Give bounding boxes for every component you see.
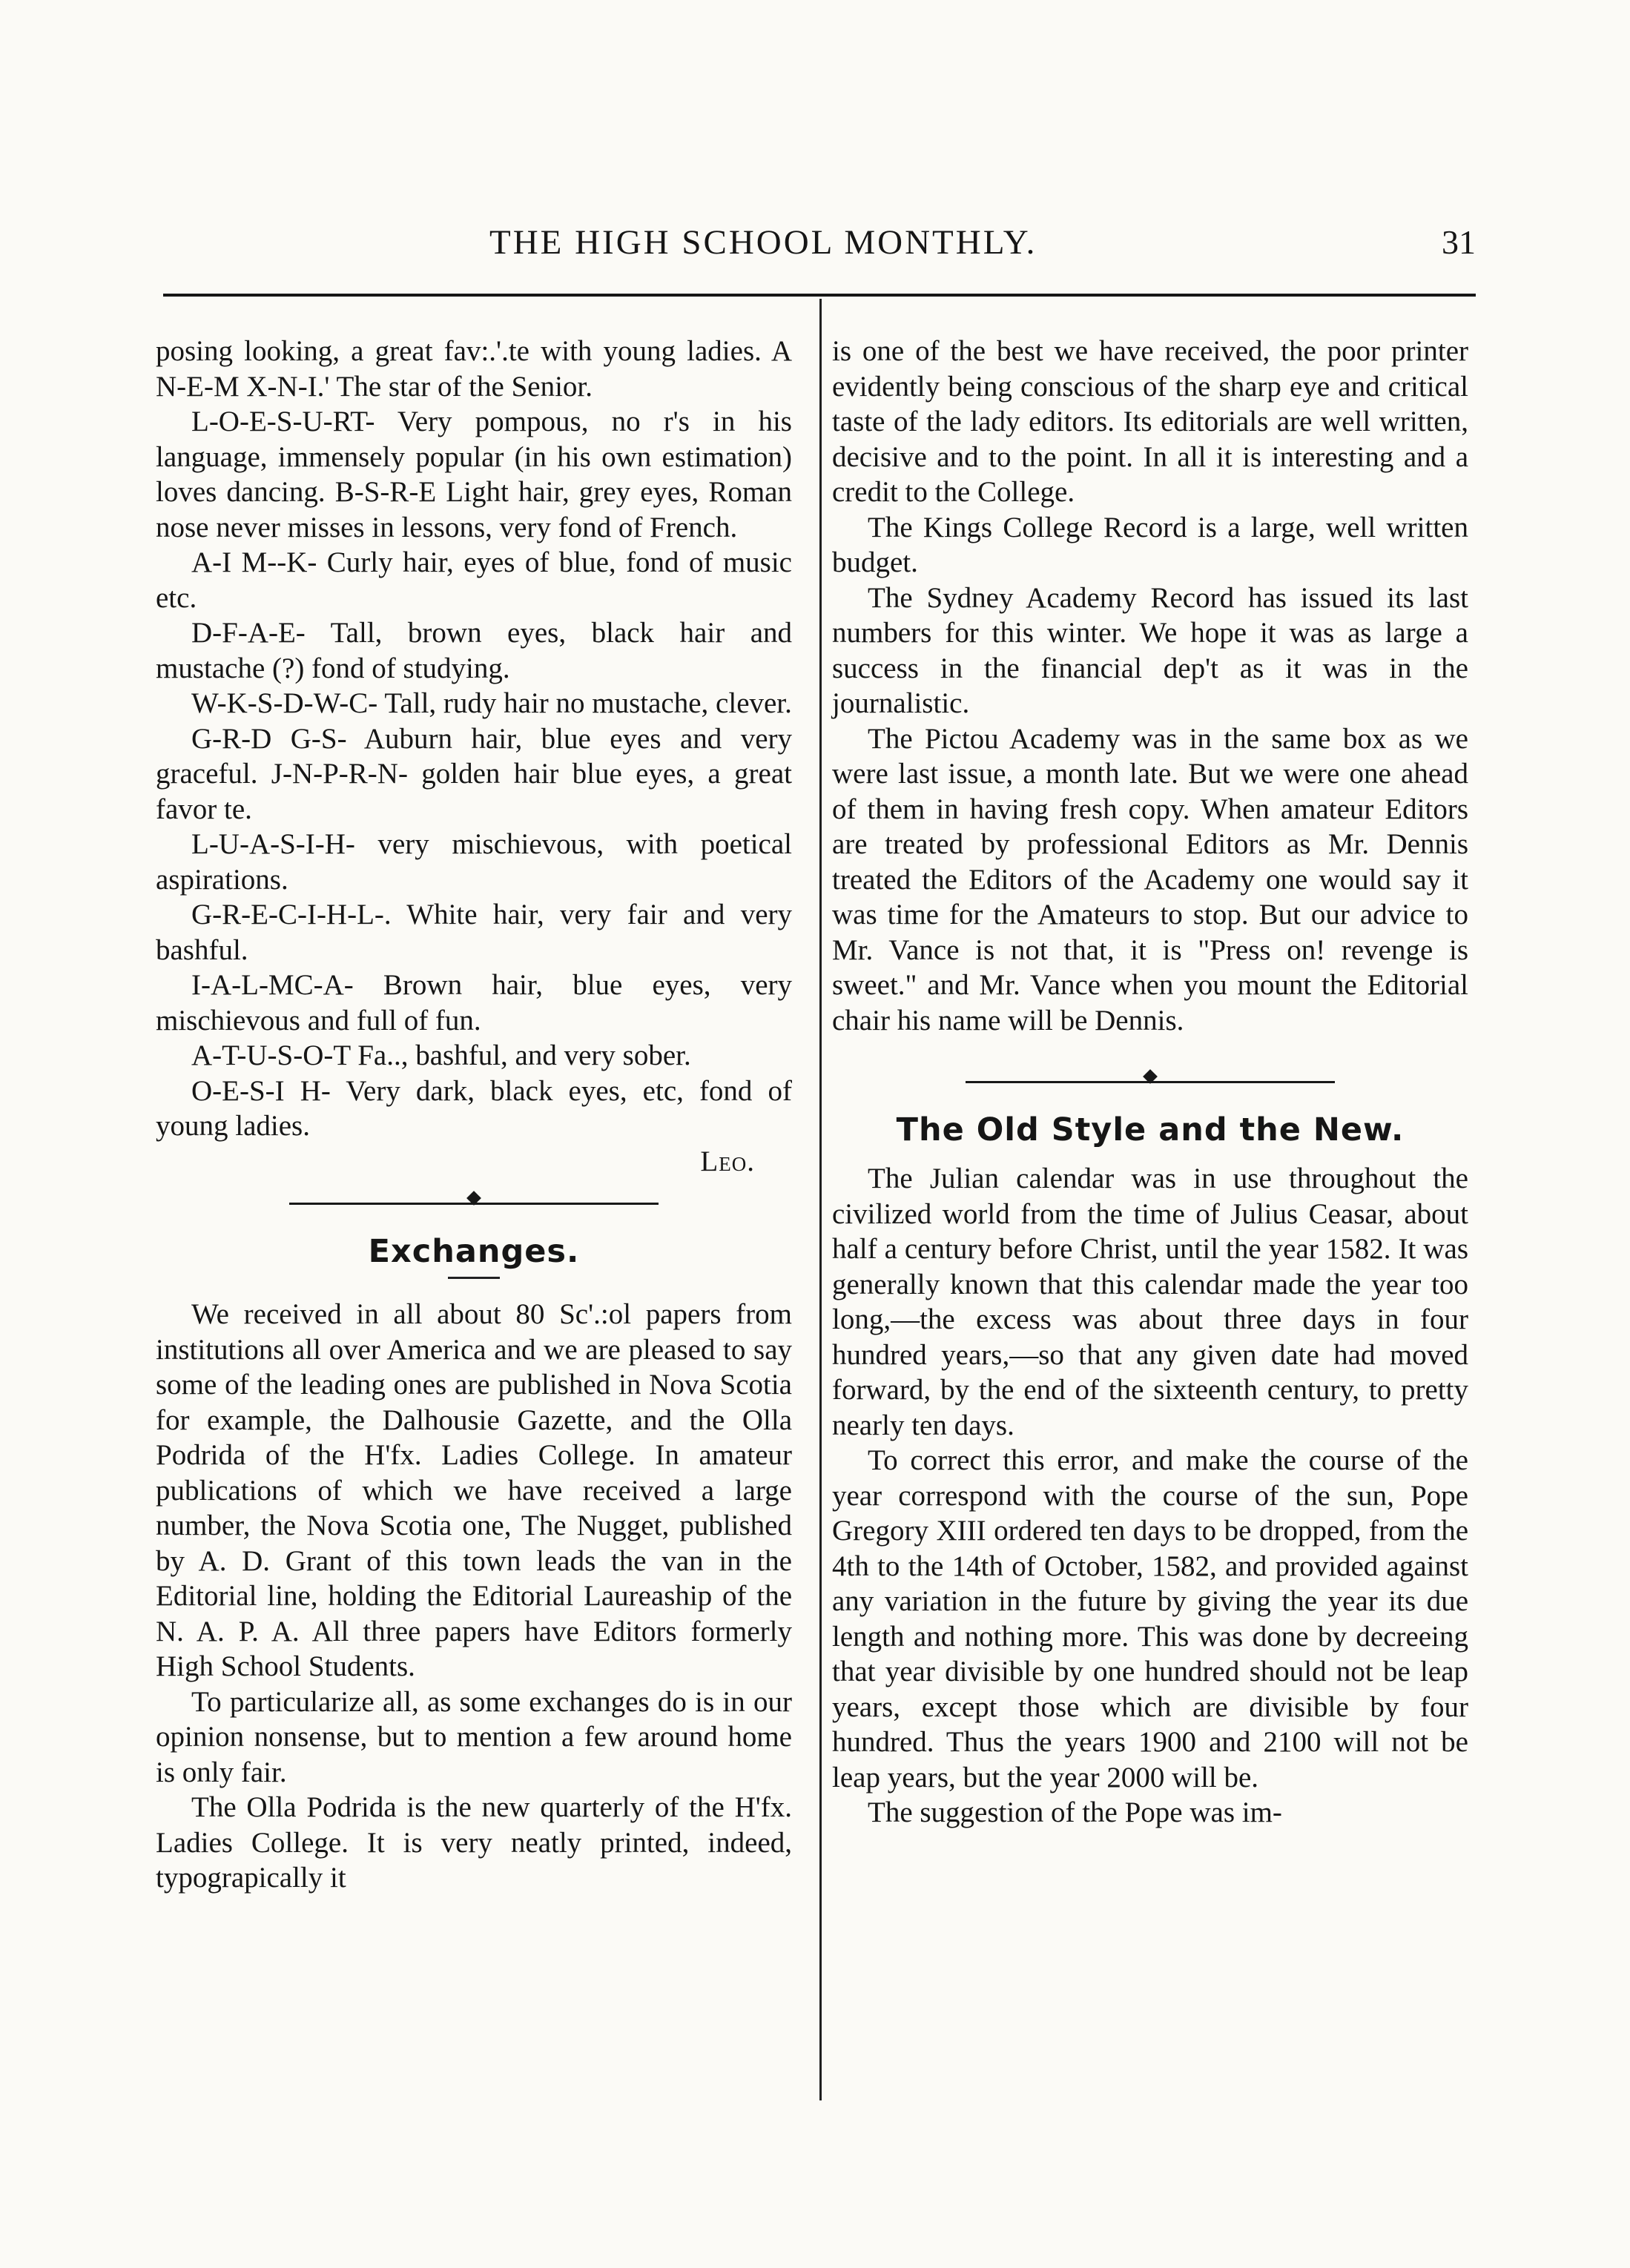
- body-paragraph: We received in all about 80 Sc'.:ol papers from institutions all over America and we are pleased to say some of the leading ones are published in Nova Scotia for example, the Dalhousie Gazette, and the Olla Podrida of the H'fx. Ladies College. In amateur publications of which we have received a large number, the Nova Scotia one, The Nugget, published by A. D. Grant of this town leads the van in the Editorial line, holding the Editorial Laureaship of the N. A. P. A. All three papers have Editors formerly High School Students.: [156, 1298, 792, 1682]
- body-paragraph: D-F-A-E- Tall, brown eyes, black hair and mustache (?) fond of studying.: [156, 617, 792, 684]
- body-paragraph: A-I M--K- Curly hair, eyes of blue, fond of music etc.: [156, 546, 792, 614]
- body-paragraph: I-A-L-MC-A- Brown hair, blue eyes, very mischievous and full of fun.: [156, 969, 792, 1037]
- body-paragraph: G-R-D G-S- Auburn hair, blue eyes and very graceful. J-N-P-R-N- golden hair blue eyes, a great favor te.: [156, 722, 792, 825]
- body-paragraph: The Olla Podrida is the new quarterly of the H'fx. Ladies College. It is very neatly printed, indeed, typograpically it: [156, 1791, 792, 1894]
- short-rule: [448, 1277, 500, 1279]
- page-header: [156, 222, 1476, 267]
- diamond-ornament-icon: [1143, 1069, 1158, 1084]
- body-paragraph: posing looking, a great fav:.'.te with young ladies. A N-E-M X-N-I.' The star of the Senior.: [156, 335, 792, 403]
- column-divider: [819, 299, 822, 2100]
- header-rule: [163, 294, 1476, 297]
- left-column: [156, 334, 792, 1896]
- body-paragraph: L-U-A-S-I-H- very mischievous, with poetical aspirations.: [156, 828, 792, 896]
- body-paragraph: is one of the best we have received, the poor printer evidently being conscious of the sharp eye and critical taste of the lady editors. Its editorials are well written, decisive and to the point. In all it is interesting and a credit to the College.: [832, 335, 1468, 508]
- exchanges-heading: Exchanges.: [368, 1233, 580, 1270]
- body-paragraph: The Julian calendar was in use throughout the civilized world from the time of Julius Ceasar, about half a century before Christ, until the year 1582. It was generally known that this calendar made the year too long,—the excess was about three days in four hundred years,—so that any given date had moved forward, by the end of the sixteenth century, to pretty nearly ten days.: [832, 1163, 1468, 1441]
- body-paragraph: To particularize all, as some exchanges do is in our opinion nonsense, but to mention a few around home is only fair.: [156, 1685, 792, 1788]
- body-paragraph: To correct this error, and make the course of the year correspond with the course of the sun, Pope Gregory XIII ordered ten days to be dropped, from the 4th to the 14th of October, 1582, and provided against any variation in the future by giving the year its due length and nothing more. This was done by decreeing that year divisible by one hundred should not be leap years, except those which are divisible by four hundred. Thus the years 1900 and 2100 will not be leap years, but the year 2000 will be.: [832, 1444, 1468, 1793]
- body-paragraph: O-E-S-I H- Very dark, black eyes, etc, fond of young ladies.: [156, 1074, 792, 1142]
- body-paragraph: The Kings College Record is a large, well written budget.: [832, 511, 1468, 578]
- body-paragraph: W-K-S-D-W-C- Tall, rudy hair no mustache, clever.: [191, 687, 792, 719]
- body-paragraph: G-R-E-C-I-H-L-. White hair, very fair and very bashful.: [156, 899, 792, 966]
- running-head: THE HIGH SCHOOL MONTHLY.: [489, 223, 1037, 262]
- body-paragraph: The Sydney Academy Record has issued its last numbers for this winter. We hope it was as large a success in the financial dep't as it was in the journalistic.: [832, 581, 1468, 719]
- body-paragraph: A-T-U-S-O-T Fa.., bashful, and very sober.: [191, 1039, 691, 1071]
- spacer: [832, 1038, 1468, 1057]
- old-style-heading: The Old Style and the New.: [896, 1111, 1405, 1148]
- ornamental-divider: [156, 1183, 792, 1225]
- body-paragraph: The suggestion of the Pope was im-: [868, 1796, 1282, 1828]
- body-paragraph: The Pictou Academy was in the same box as we were last issue, a month late. But we were one ahead of them in having fresh copy. When amateur Editors are treated by professional Editors as Mr. Dennis treated the Editors of the Academy one would say it was time for the Amateurs to stop. But our advice to Mr. Vance is not that, it is "Press on! revenge is sweet." and Mr. Vance when you mount the Editorial chair his name will be Dennis.: [832, 722, 1468, 1037]
- body-paragraph: L-O-E-S-U-RT- Very pompous, no r's in his language, immensely popular (in his own estimation) loves dancing. B-S-R-E Light hair, grey eyes, Roman nose never misses in lessons, very fond of French.: [156, 406, 792, 543]
- right-column: [832, 334, 1468, 1831]
- ornamental-divider: [832, 1062, 1468, 1103]
- page-number: 31: [1442, 223, 1476, 261]
- diamond-ornament-icon: [466, 1191, 481, 1206]
- spacer: [832, 1154, 1468, 1161]
- signature: Leo.: [700, 1145, 755, 1177]
